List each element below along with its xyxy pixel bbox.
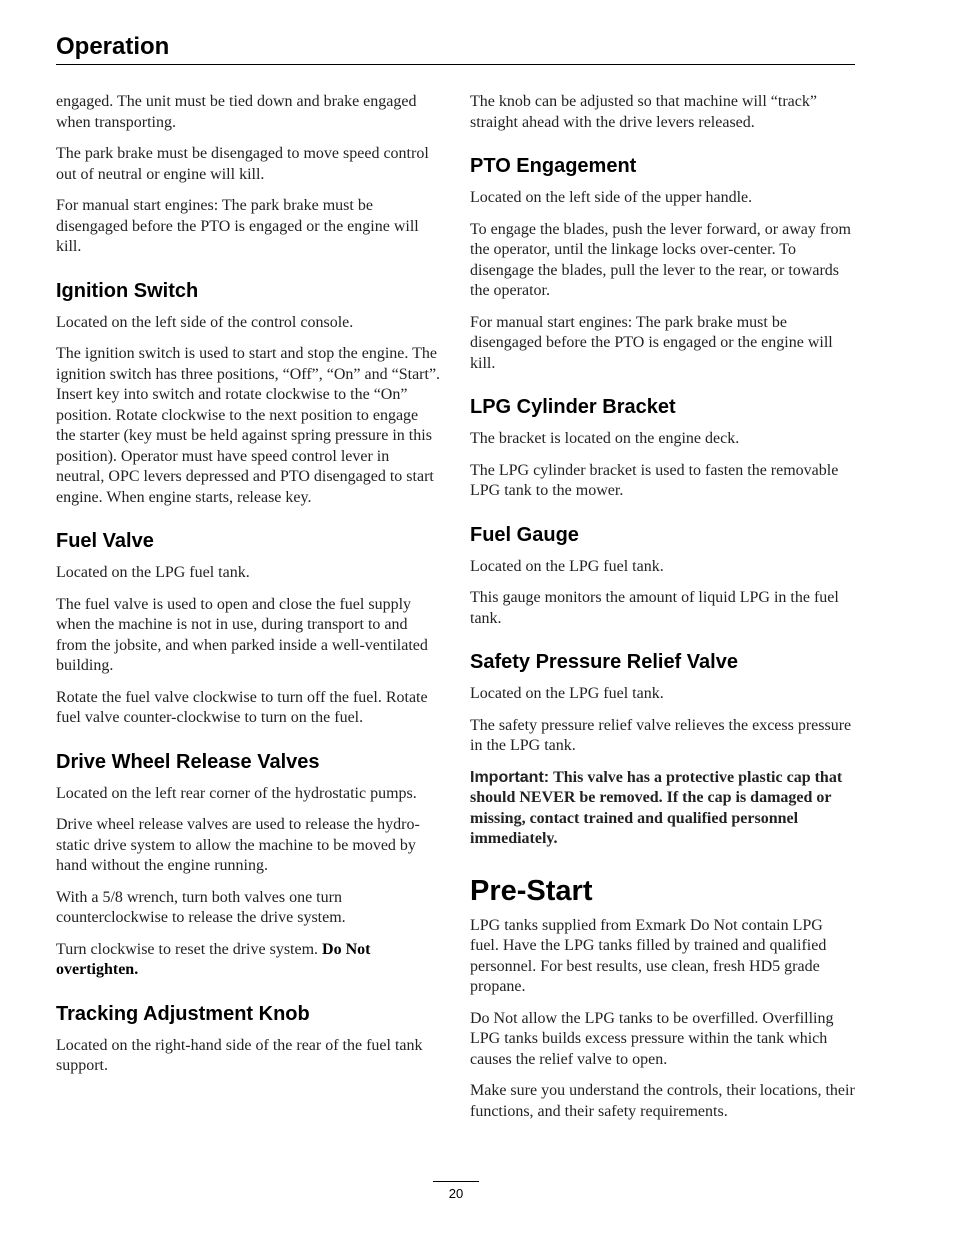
paragraph: This gauge monitors the amount of liquid LPG in the fuel tank.	[470, 589, 839, 627]
paragraph: The knob can be adjusted so that machine will “track” straight ahead with the drive levers released.	[470, 93, 817, 131]
page-number: 20	[448, 1186, 464, 1201]
important-label: Important:	[470, 768, 550, 786]
paragraph: LPG tanks supplied from Exmark Do Not contain LPG fuel. Have the LPG tanks filled by trained and qualified personnel. For best results, use clean, fresh HD5 grade propane.	[470, 916, 827, 995]
important-note	[470, 768, 855, 850]
footer-divider	[433, 1181, 479, 1182]
header-divider	[56, 64, 855, 65]
section-title: Operation	[56, 33, 170, 60]
paragraph: With a 5/8 wrench, turn both valves one turn counterclockwise to release the drive system.	[56, 888, 346, 926]
reset-instruction: Turn clockwise to reset the drive system.	[56, 940, 323, 958]
heading-pto-engagement: PTO Engagement	[470, 155, 637, 177]
important-text: This valve has a protective plastic cap that should NEVER be removed. If the cap is damaged or missing, contact trained and qualified personnel immediately.	[470, 768, 843, 847]
paragraph: Located on the left rear corner of the hydrostatic pumps.	[56, 784, 417, 802]
paragraph: The fuel valve is used to open and close the fuel supply when the machine is not in use, during transport to and from the jobsite, and when parked inside a well-ventilated building.	[56, 595, 428, 674]
paragraph: The LPG cylinder bracket is used to fasten the removable LPG tank to the mower.	[470, 461, 839, 499]
paragraph: engaged. The unit must be tied down and brake engaged when transporting.	[56, 93, 417, 131]
paragraph: Located on the LPG fuel tank.	[56, 564, 250, 581]
right-column	[470, 92, 855, 1133]
heading-ignition-switch: Ignition Switch	[56, 279, 199, 302]
paragraph: The safety pressure relief valve relieves the excess pressure in the LPG tank.	[470, 716, 852, 754]
paragraph: Rotate the fuel valve clockwise to turn off the fuel. Rotate fuel valve counter-clockwise to turn on the fuel.	[56, 688, 428, 726]
paragraph: Located on the left side of the upper handle.	[470, 189, 753, 206]
paragraph: Make sure you understand the controls, their locations, their functions, and their safety requirements.	[470, 1082, 855, 1120]
paragraph: Do Not allow the LPG tanks to be overfilled. Overfilling LPG tanks builds excess pressure within the tank which causes the relief valve to open.	[470, 1009, 834, 1068]
heading-fuel-gauge: Fuel Gauge	[470, 523, 579, 546]
paragraph: The park brake must be disengaged to move speed control out of neutral or engine will kill.	[56, 145, 429, 183]
paragraph: Drive wheel release valves are used to release the hydro-static drive system to allow the machine to be moved by hand without the engine running.	[56, 816, 420, 874]
heading-safety-pressure-relief-valve: Safety Pressure Relief Valve	[470, 651, 738, 673]
heading-lpg-cylinder-bracket: LPG Cylinder Bracket	[470, 396, 676, 418]
paragraph	[56, 940, 441, 981]
paragraph: The bracket is located on the engine deck.	[470, 430, 740, 447]
paragraph: Located on the LPG fuel tank.	[470, 557, 664, 575]
overtighten-warning: Do Not overtighten.	[56, 940, 371, 978]
paragraph: Located on the right-hand side of the rear of the fuel tank support.	[56, 1036, 423, 1074]
paragraph: To engage the blades, push the lever forward, or away from the operator, until the linkage locks over-center. To disengage the blades, pull the lever to the rear, or towards the operator.	[470, 220, 851, 299]
left-column	[56, 92, 441, 1088]
heading-drive-wheel-release-valves: Drive Wheel Release Valves	[56, 750, 320, 773]
heading-tracking-adjustment-knob: Tracking Adjustment Knob	[56, 1002, 310, 1025]
paragraph: The ignition switch is used to start and stop the engine. The ignition switch has three positions, “Off”, “On” and “Start”. Insert key into switch and rotate clockwise to the “On” position. Rotate clockwise to the next position to engage the starter (key must be held against spring pressure in this position). Operator must have speed control lever in neutral, OPC levers depressed and PTO disengaged to start engine. When engine starts, release key.	[56, 345, 441, 506]
heading-fuel-valve: Fuel Valve	[56, 530, 154, 552]
paragraph: For manual start engines: The park brake must be disengaged before the PTO is engaged or the engine will kill.	[470, 313, 833, 372]
paragraph: Located on the LPG fuel tank.	[470, 685, 664, 702]
paragraph: Located on the left side of the control console.	[56, 313, 354, 331]
heading-pre-start: Pre-Start	[470, 874, 593, 907]
paragraph: For manual start engines: The park brake must be disengaged before the PTO is engaged or the engine will kill.	[56, 197, 419, 255]
